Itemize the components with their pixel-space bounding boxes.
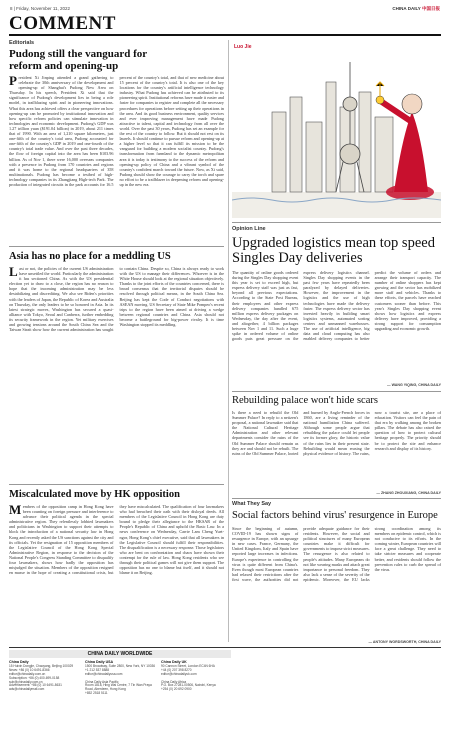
editorial-1-body: President Xi Jinping attended a grand gathering to celebrate the 30th anniversary of the development and opening-up of Shanghai's Pudong New Area on Thursday. In his speech, President Xi said that the significance of Pudong's development lies in being a role model, in trailblazing spirit and in pioneering innovations. What this area has achieved offers a clear perspective on how opening-up can be promoted by institutional innovation and how specific reform policies can stimulate innovation in technologies and economic development. Pudong's GDP was 1.27 trillion yuan ($191.04 billion) in 2019, about 211 times that of 1990. With an area of 1,210 square kilometers, just one-fifth of the country's total area, Pudong accounted for one-fifth of the country's GDP in 2019 and one-fourth of the country's total trade value. And over the past three decades, the flow of foreign capital into the area has been $103.96 billion. As of Nov 1, there were 16,000 overseas companies with a presence in Pudong from 170 countries and regions and it was home to the regional headquarters of 358 multinationals. Pudong has become a testbed of high-technology companies in its Zhangjiang High-tech Park. The production of integrated circuits in the park accounts for 16.5 percent of the country's total, and that of new medicine about 15 percent of the country's total. It is also one of the key locations for the country's artificial intelligence technology industry. What Pudong has achieved can be attributed to its pioneering spirit. Institutional reforms have made it easier and faster for companies to register and complete all the necessary procedures for operations before setting up their operations in the area. And its good business environment, quality services and ever improving management have made Pudong attractive to talent, capital and technology from all over the world. Over the past 30 years, Pudong has set an example for the rest of the country to follow. But it should not rest on its laurels. It should continue to pursue reform and opening-up at a higher level so that it can fulfill its mission to be the vanguard for building a modern socialist country. Pudong's transformation from farmland to the dynamic metropolitan area it is today is testimony to the success of the reform and opening-up policy of China and a vibrant symbol of the country's confident march toward the future. Now, as Xi said, Pudong should show the courage to carry the torch and spare no effort to be a trailblazer in deepening reform and opening-up in the new era. — [9, 75, 224, 187]
divider — [232, 222, 441, 223]
divider — [232, 391, 441, 392]
cartoon-credit: Luo Jie — [234, 44, 252, 50]
column-divider — [228, 40, 229, 642]
editorial-3-headline: Miscalculated move by HK opposition — [9, 489, 180, 500]
opinion-kicker: Opinion Line — [232, 226, 266, 232]
section-title: COMMENT — [9, 13, 116, 34]
cartoon-illustration — [232, 42, 441, 218]
editorial-2-body: Last or not, the policies of the current US administration have unsettled the world. Particularly the administration it has sectioned China. As with the US presidential election yet to draw to a close, the region has no reason to hope that the incoming administration may be less destabilizing and discrediting. We also see Biden's priorities with the leaders of Japan, the Republic of Korea and Australia on Thursday, the only leaders to be so honored in Asia. In its latest strategic moves, Washington has secured a quasi-alliance with Tokyo, Seoul and Canberra, further embedding its security framework in the region. Yet military exercises and growing tensions around the South China Sea and the Taiwan Strait show how the current administration has sought to contain China. Despite so, China is always ready to work with the US to manage their differences. Whoever is in the White House should look at the regional situation objectively. Thanks to the joint efforts of the countries concerned, there is broad consensus that the territorial disputes should be resolved through political means, in the South China Sea. Beijing has kept the Code of Conduct negotiations with ASEAN moving. US Secretary of State Mike Pompeo's recent trips to the region have been aimed at driving a wedge between regional countries and China. Asia should not become a battleground for big-power rivalry. It is time Washington stopped its meddling. — [9, 266, 224, 333]
rebuild-body: Is there a need to rebuild the Old Summer Palace? In reply to a netizen's proposal, a national lawmaker said that the National Cultural Heritage Administration and other relevant departments consider the ruins of the Old Summer Palace should remain as they are and should not be rebuilt. The ruins of the Old Summer Palace, looted and burned by Anglo-French forces in 1860, are a living reminder of the national humiliation China suffered. Although some people argue that rebuilding the palace could let people see its former glory, the historic value of the ruins lies in their present state. Rebuilding would mean erasing the physical evidence of history. The ruins, now a tourist site, are a place of education. Visitors can feel the pain of that era by walking among the broken pillars. The debate has also raised the question of how to protect cultural heritage properly. The priority should be to protect the site and enhance research and display of its history. — [232, 410, 441, 456]
dropcap: L — [9, 266, 18, 279]
footer — [9, 647, 441, 741]
what-they-say-kicker: What They Say — [232, 501, 272, 507]
paper-name: CHINA DAILY 中国日报 — [392, 6, 440, 11]
editorial-1-headline: Pudong still the vanguard for reform and opening-up — [9, 48, 147, 72]
editorial-2-headline: Asia has no place for a meddling US — [9, 251, 171, 262]
footer-title: CHINA DAILY WORLDWIDE — [9, 650, 231, 658]
what-they-say-byline: — ANTONY WORDSWORTH, CHINA DAILY — [368, 640, 441, 644]
footer-col-3: China Daily UK 90 Cannon Street, London EC4N 6HA +44 (0) 207 398 8270 editor@chinadailyuk.com China Daily Africa P.O. Box 27281-00506, Nairobi, Kenya +254 (0) 20 692 0900 — [161, 660, 216, 692]
what-they-say-headline: Social factors behind virus' resurgence in Europe — [232, 510, 438, 521]
rebuild-byline: — ZHANG ZHOUXIANG, CHINA DAILY — [376, 491, 441, 495]
dropcap: M — [9, 504, 22, 517]
opinion-headline: Upgraded logistics mean top speed Singles Day deliveries — [232, 235, 435, 267]
cartoon — [232, 42, 441, 218]
footer-col-2: China Daily USA 1500 Broadway, Suite 2800, New York, NY 10036 +1 212 537 8888 editor@chinadailyusa.com China Daily Asia Pacific Room 1818, Hing Wai Centre, 7 Tin Wan Praya Road, Aberdeen, Hong Kong +852 2518 5111 — [85, 660, 156, 696]
opinion-byline: — WANG YIQING, CHINA DAILY — [387, 383, 441, 387]
divider — [232, 498, 441, 499]
divider — [9, 484, 224, 485]
what-they-say-body: Since the beginning of autumn, COVID-19 has shown signs of resurgence in Europe, with an upsurge in new cases. France, Germany, the United Kingdom, Italy and Spain have reported large increases in infections. Europe's experience in controlling the virus is quite different from China's. Even though most European countries had relaxed their restrictions after the first wave, the authorities did not provide adequate guidance for their residents. However, the social and political structures of many European countries make it difficult for governments to impose strict measures. The resurgence is also related to people's attitudes. Many Europeans do not like wearing masks and attach great importance to personal freedom. They also lack a sense of the severity of the epidemic. Moreover, the EU lacks strong coordination among its members on epidemic control, which is not conducive to its efforts. In the coming winter, European countries will face a great challenge. They need to take stricter measures and cooperate better, and residents should follow the prevention rules to curb the spread of the virus. — [232, 526, 441, 582]
divider — [9, 246, 224, 247]
editorial-3-body: Members of the opposition camp in Hong Kong have been counting on foreign pressure and interference to advance their political agenda in the special administrative region. They relentlessly lobbied lawmakers and politicians in Washington to support their attempts to block the introduction of a national security law in Hong Kong and recently asked the US sanctions against the city and its officials. Yet the resignation of 15 opposition members of the Legislative Council of the Hong Kong Special Administrative Region, in response to the decision of the National People's Congress Standing Committee to disqualify four lawmakers, shows how badly the opposition has misjudged the situation. Members of the opposition resigned en masse in the hope of creating a constitutional crisis, but they have miscalculated. The qualification of four lawmakers who had breached their oath with their disloyal deeds. All members of the Legislative Council in Hong Kong are duty bound to pledge their allegiance to the HKSAR of the People's Republic of China and uphold the Basic Law. In a news conference on Wednesday, Carrie Lam Cheng Yuet-ngor, Hong Kong's chief executive, said that all lawmakers in the Legislative Council should fulfill their responsibilities. The disqualification is a necessary response. Those legislators who are bent on confrontation and chaos have shown their contempt for the rule of law. Hong Kong residents who see through their political games will not give them support. The opposition has no one to blame but itself, and it should not blame it on Beijing. — [9, 504, 224, 576]
editorials-kicker: Editorials — [9, 40, 35, 46]
page-date: 8 | Friday, November 11, 2022 — [10, 6, 71, 11]
footer-col-1: China Daily 15 Huixin Dongjie, Chaoyang, Beijing 100029 News: +86 (0) 10 6491-8366 editor@chinadaily.com.cn Subscription: +86 (0) 400-699-0158 sub@chinadaily.com.cn Advertisement: +86 (0) 10 6491-8631 ads@chinadailymail.com — [9, 660, 74, 692]
dropcap: P — [9, 75, 17, 88]
opinion-body: The quantity of online goods ordered during the Singles Day shopping event this year is set to exceed high, but express delivery staff was just as fast, beyond all previous expectations. According to the State Post Bureau, their employees and other express delivery companies handled 675 million express delivery packages on Wednesday, the day after the event, and altogether, 4 billion packages between Nov 1 and 11. Such a huge spike in ordered volume of online goods puts great pressure on the express delivery logistics channel. Singles Day shopping events in the past few years have repeatedly been paralyzed by delayed deliveries. However, the improvement in the logistics and the use of high technologies have made the delivery faster. The express delivery sector has invested heavily in building smart logistics systems, automated sorting centers and unmanned warehouses. The use of artificial intelligence, big data and cloud computing has also enabled delivery companies to better predict the volume of orders and arrange their transport capacity. The number of online shoppers has kept growing and the sector has mobilized more staff and vehicles. Thanks to these efforts, the parcels have reached customers sooner than before. This year's Singles Day shopping event shows how logistics and express delivery have improved, providing a strong support for consumption upgrading and economic growth. — [232, 270, 441, 342]
rebuild-headline: Rebuilding palace won't hide scars — [232, 395, 378, 406]
section-rule — [9, 34, 441, 36]
